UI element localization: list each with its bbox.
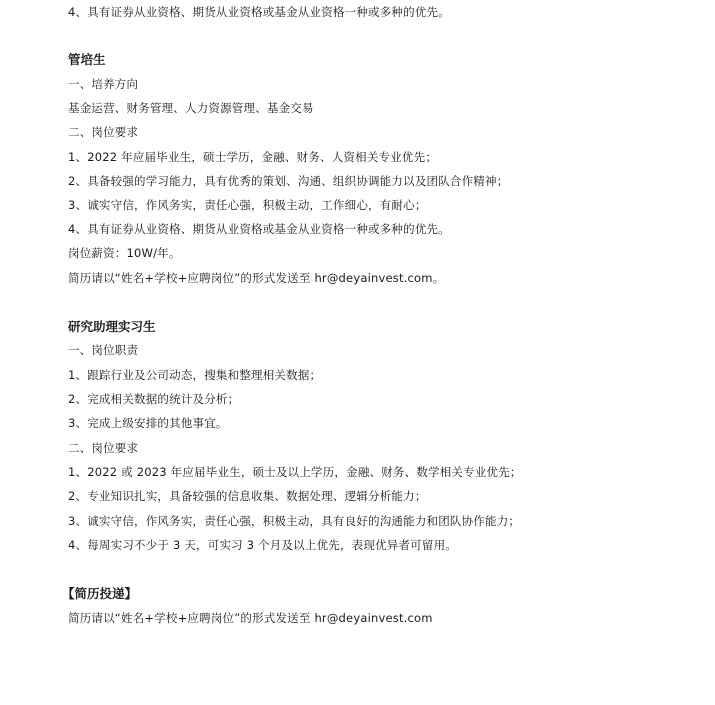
mgmt-trainee-line: 3、诚实守信，作风务实，责任心强，积极主动，工作细心，有耐心； (68, 198, 427, 212)
mgmt-trainee-salary: 岗位薪资：10W/年。 (68, 246, 181, 260)
research-intern-line: 4、每周实习不少于 3 天，可实习 3 个月及以上优先，表现优异者可留用。 (68, 538, 457, 552)
mgmt-trainee-line: 4、具有证券从业资格、期货从业资格或基金从业资格一种或多种的优先。 (68, 222, 450, 236)
research-intern-heading: 研究助理实习生 (68, 319, 156, 334)
research-intern-line: 3、完成上级安排的其他事宜。 (68, 416, 228, 430)
mgmt-trainee-line: 1、2022 年应届毕业生，硕士学历，金融、财务、人资相关专业优先； (68, 150, 438, 164)
research-intern-line: 2、完成相关数据的统计及分析； (68, 392, 240, 406)
research-intern-line: 一、岗位职责 (68, 343, 139, 357)
mgmt-trainee-line: 基金运营、财务管理、人力资源管理、基金交易 (68, 101, 314, 115)
research-intern-line: 二、岗位要求 (68, 441, 139, 455)
mgmt-trainee-line: 2、具备较强的学习能力，具有优秀的策划、沟通、组织协调能力以及团队合作精神； (68, 174, 509, 188)
resume-submission-line: 简历请以“姓名+学校+应聘岗位”的形式发送至 hr@deyainvest.com (68, 611, 433, 625)
mgmt-trainee-heading: 管培生 (68, 52, 106, 67)
research-intern-line: 3、诚实守信，作风务实，责任心强，积极主动，具有良好的沟通能力和团队协作能力； (68, 514, 521, 528)
research-intern-line: 2、专业知识扎实，具备较强的信息收集、数据处理、逻辑分析能力； (68, 489, 427, 503)
mgmt-trainee-line: 一、培养方向 (68, 77, 139, 91)
research-intern-line: 1、2022 或 2023 年应届毕业生，硕士及以上学历，金融、财务、数学相关专业优先； (68, 465, 522, 479)
resume-submission-heading: 【简历投递】 (62, 586, 138, 601)
research-intern-line: 1、跟踪行业及公司动态，搜集和整理相关数据； (68, 368, 322, 382)
top-requirement-line: 4、具有证券从业资格、期货从业资格或基金从业资格一种或多种的优先。 (68, 5, 450, 19)
mgmt-trainee-resume-line: 简历请以“姓名+学校+应聘岗位”的形式发送至 hr@deyainvest.com。 (68, 271, 445, 285)
mgmt-trainee-line: 二、岗位要求 (68, 125, 139, 139)
